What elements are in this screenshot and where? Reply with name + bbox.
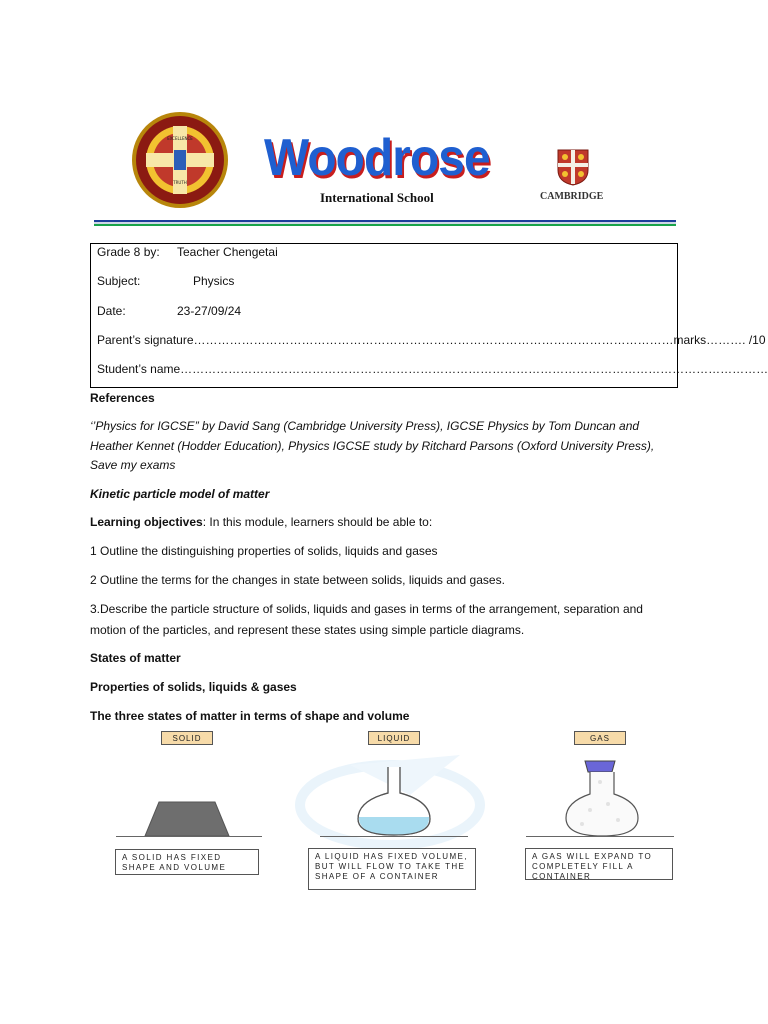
states-heading: States of matter: [90, 651, 181, 665]
parent-signature-line: Parent’s signature…………………………………………………………………………………………………………marks………. /10: [97, 333, 766, 347]
liquid-tag: LIQUID: [368, 731, 420, 745]
school-name: Woodrose: [264, 129, 490, 187]
gas-flask-shape: [560, 760, 644, 838]
header-divider: [94, 220, 676, 226]
subject-label: Subject:: [97, 274, 141, 288]
objective-1: 1 Outline the distinguishing properties of solids, liquids and gases: [90, 544, 438, 558]
gas-tag: GAS: [574, 731, 626, 745]
topic-title: Kinetic particle model of matter: [90, 487, 270, 501]
liquid-caption: A LIQUID HAS FIXED VOLUME, BUT WILL FLOW TO TAKE THE SHAPE OF A CONTAINER: [308, 848, 476, 890]
seal-word-excellence: EXCELLENCE: [167, 136, 193, 141]
liquid-flask-shape: [352, 765, 436, 837]
references-line-1: ‘’Physics for IGCSE” by David Sang (Cambridge University Press), IGCSE Physics by Tom Duncan and: [90, 419, 640, 433]
school-seal-logo: [130, 110, 230, 210]
objectives-intro: [90, 512, 432, 533]
objective-3-line-1: 3.Describe the particle structure of solids, liquids and gases in terms of the arrangement, separation and: [90, 602, 643, 616]
solid-caption: A SOLID HAS FIXED SHAPE AND VOLUME: [115, 849, 259, 875]
date-value: 23-27/09/24: [177, 304, 242, 318]
properties-heading: Properties of solids, liquids & gases: [90, 680, 297, 694]
objective-2: 2 Outline the terms for the changes in state between solids, liquids and gases.: [90, 573, 505, 587]
teacher-name: Teacher Chengetai: [177, 245, 278, 259]
liquid-ground-line: [320, 836, 468, 837]
subject-value: Physics: [193, 274, 235, 288]
references-heading: References: [90, 391, 155, 405]
cambridge-label: CAMBRIDGE: [540, 191, 604, 202]
solid-tag: SOLID: [161, 731, 213, 745]
cambridge-crest-icon: [556, 148, 590, 186]
gas-ground-line: [526, 836, 674, 837]
seal-word-truth: TRUTH: [173, 180, 187, 185]
grade-label: Grade 8 by:: [97, 245, 160, 259]
gas-caption: A GAS WILL EXPAND TO COMPLETELY FILL A CONTAINER: [525, 848, 673, 880]
objectives-intro-text: : In this module, learners should be able to:: [202, 515, 433, 529]
school-subtitle: International School: [320, 190, 434, 205]
objective-3-line-2: motion of the particles, and represent these states using simple particle diagrams.: [90, 623, 525, 637]
objectives-label: Learning objectives: [90, 515, 203, 529]
references-line-2: Heather Kennet (Hodder Education), Physics IGCSE study by Ritchard Parsons (Oxford University Press),: [90, 439, 655, 453]
solid-ground-line: [116, 836, 262, 837]
date-label: Date:: [97, 304, 126, 318]
solid-block-shape: [145, 802, 229, 836]
references-line-3: Save my exams: [90, 458, 176, 472]
student-name-line: Student’s name…………………………………………………………………………………………………………………………………: [97, 362, 768, 376]
three-states-heading: The three states of matter in terms of shape and volume: [90, 709, 410, 723]
